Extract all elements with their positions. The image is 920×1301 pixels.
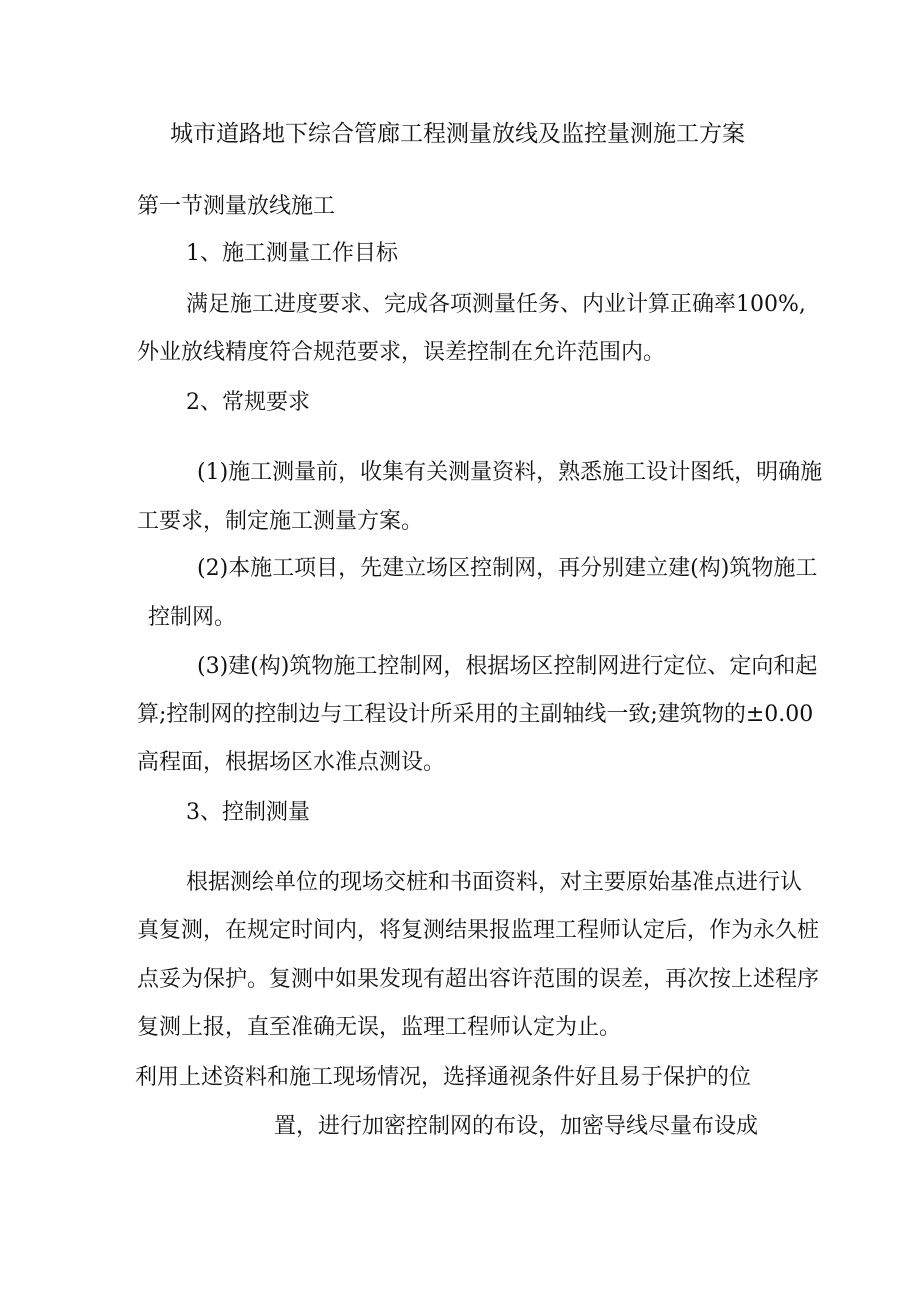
paragraph-line: 真复测，在规定时间内，将复测结果报监理工程师认定后，作为永久桩: [137, 918, 820, 943]
paragraph-line: 复测上报，直至准确无误，监理工程师认定为止。: [137, 1015, 622, 1040]
subheading-3: 3、控制测量: [186, 800, 310, 825]
list-item-line: 控制网。: [148, 605, 237, 630]
subheading-2: 2、常规要求: [186, 390, 310, 415]
paragraph-line: 根据测绘单位的现场交桩和书面资料，对主要原始基准点进行认: [186, 870, 803, 895]
subheading-1: 1、施工测量工作目标: [186, 241, 398, 266]
paragraph-line: 点妥为保护。复测中如果发现有超出容许范围的误差，再次按上述程序: [137, 967, 820, 992]
list-item-line: (2)本施工项目，先建立场区控制网，再分别建立建(构)筑物施工: [197, 556, 818, 581]
list-item-line: (1)施工测量前，收集有关测量资料，熟悉施工设计图纸，明确施: [197, 460, 823, 485]
list-item-line: 高程面，根据场区水准点测设。: [137, 750, 446, 775]
paragraph-line: 外业放线精度符合规范要求，误差控制在允许范围内。: [137, 340, 666, 365]
document-title: 城市道路地下综合管廊工程测量放线及监控量测施工方案: [170, 121, 745, 147]
paragraph-line: 利用上述资料和施工现场情况，选择通视条件好且易于保护的位: [135, 1065, 752, 1090]
paragraph-line: 置，进行加密控制网的布设，加密导线尽量布设成: [274, 1114, 759, 1139]
list-item-line: 工要求，制定施工测量方案。: [137, 509, 424, 534]
paragraph-line: 满足施工进度要求、完成各项测量任务、内业计算正确率100%,: [186, 292, 806, 317]
section-heading: 第一节测量放线施工: [137, 194, 336, 219]
list-item-line: (3)建(构)筑物施工控制网，根据场区控制网进行定位、定向和起: [197, 654, 818, 679]
list-item-line: 算;控制网的控制边与工程设计所采用的主副轴线一致;建筑物的±0.00: [137, 702, 814, 727]
